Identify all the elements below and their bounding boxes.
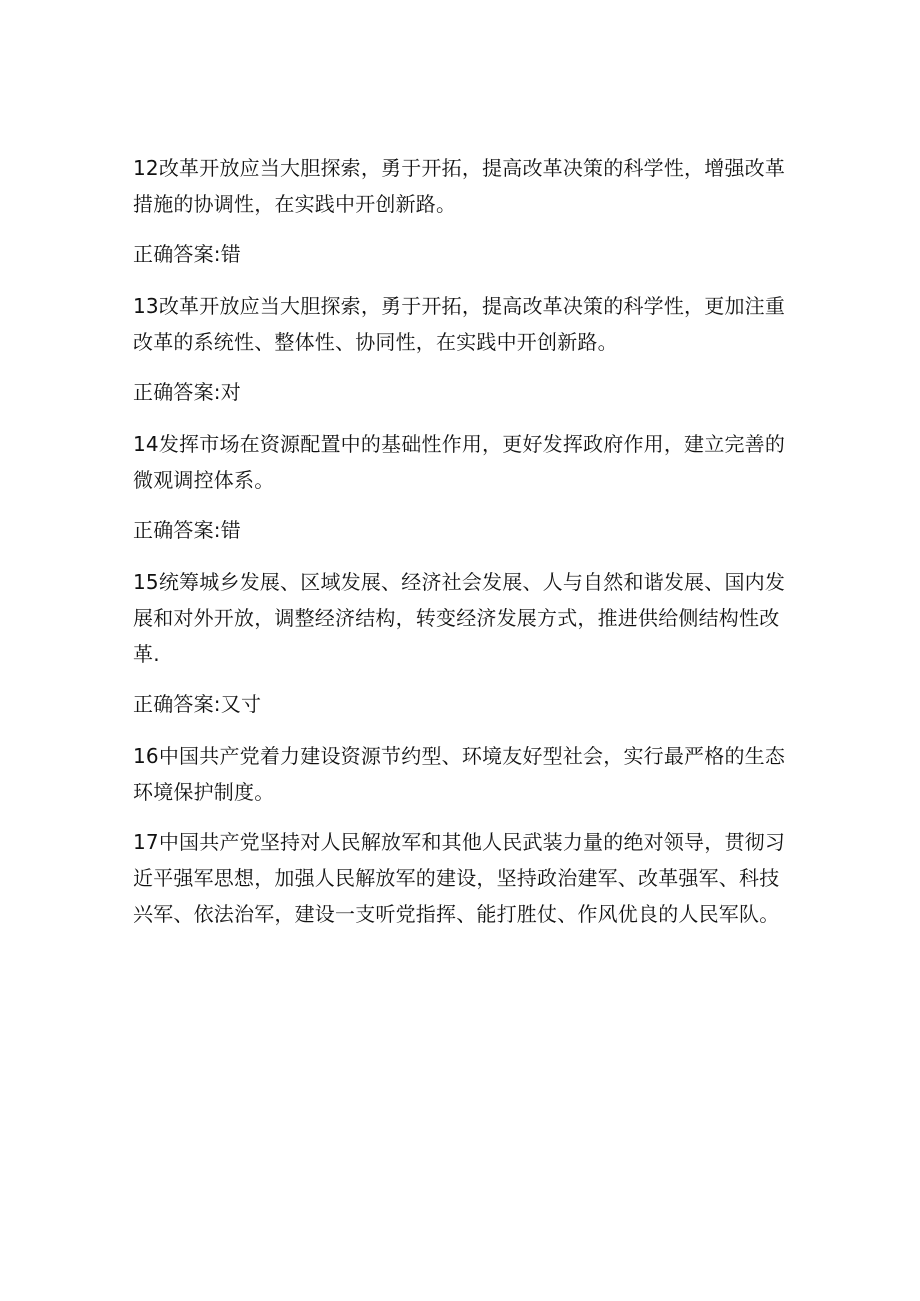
answer-13: 正确答案:对 [133, 380, 241, 404]
question-16: 16中国共产党着力建设资源节约型、环境友好型社会，实行最严格的生态环境保护制度。 [133, 744, 786, 804]
question-13: 13改革开放应当大胆探索，勇于开拓，提高改革决策的科学性，更加注重改革的系统性、整体性、协同性，在实践中开创新路。 [133, 294, 786, 354]
answer-12: 正确答案:错 [133, 242, 241, 266]
question-17: 17中国共产党坚持对人民解放军和其他人民武装力量的绝对领导，贯彻习近平强军思想，加强人民解放军的建设，坚持政治建军、改革强军、科技兴军、依法治军，建设一支听党指挥、能打胜仗、作风优良的人民军队。 [133, 830, 786, 926]
question-12: 12改革开放应当大胆探索，勇于开拓，提高改革决策的科学性，增强改革措施的协调性，在实践中开创新路。 [133, 156, 786, 216]
question-15: 15统筹城乡发展、区域发展、经济社会发展、人与自然和谐发展、国内发展和对外开放，调整经济结构，转变经济发展方式，推进供给侧结构性改革. [133, 570, 786, 666]
answer-14: 正确答案:错 [133, 518, 241, 542]
document-body [133, 150, 793, 946]
answer-15: 正确答案:又寸 [133, 692, 262, 716]
question-14: 14发挥市场在资源配置中的基础性作用，更好发挥政府作用，建立完善的微观调控体系。 [133, 432, 786, 492]
